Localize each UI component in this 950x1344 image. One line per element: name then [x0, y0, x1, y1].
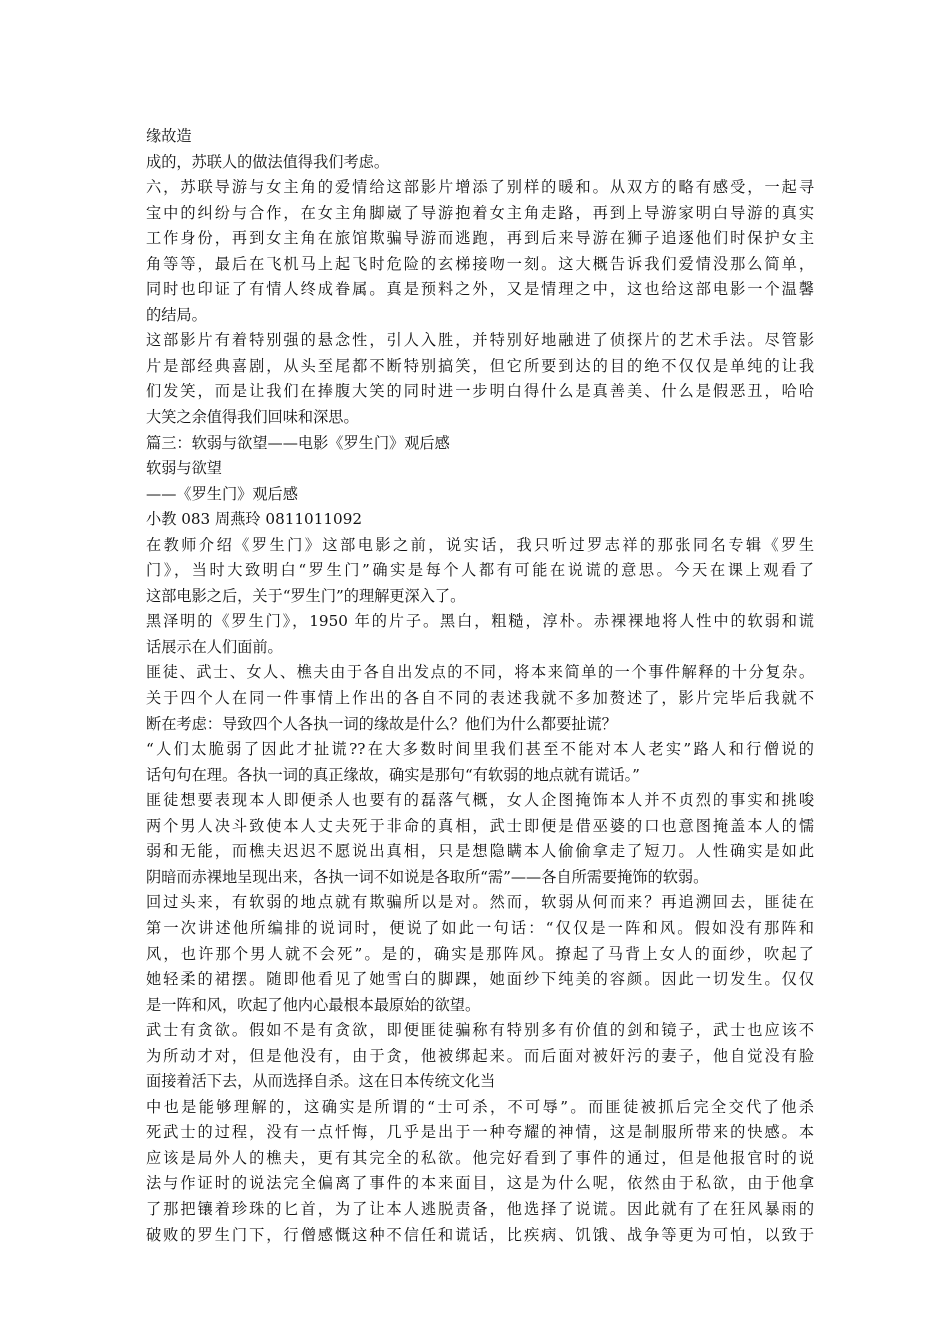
text-line: 话句句在理。各执一词的真正缘故，确实是那句“有软弱的地点就有谎话。”	[146, 765, 640, 784]
text-line: 的结局。	[146, 305, 207, 324]
text-line: 断在考虑：导致四个人各执一词的缘故是什么？他们为什么都要扯谎？	[146, 714, 617, 733]
text-line: 宝中的纠纷与合作，在女主角脚崴了导游抱着女主角走路，再到上导游家明白导游的真实	[146, 203, 814, 222]
text-line: 死武士的过程，没有一点忏悔，几乎是出于一种夸耀的神情，这是制服所带来的快感。本	[146, 1123, 814, 1142]
text-line: 弱和无能，而樵夫迟迟不愿说出真相，只是想隐瞒本人偷偷拿走了短刀。人性确实是如此	[146, 842, 814, 861]
text-line: 了那把镶着珍珠的匕首，为了让本人逃脱责备，他选择了说谎。因此就有了在狂风暴雨的	[146, 1199, 814, 1218]
text-line: 成的，苏联人的做法值得我们考虑。	[146, 152, 389, 171]
text-line: 黑泽明的《罗生门》，1950 年的片子。黑白，粗糙，淳朴。赤裸裸地将人性中的软弱和谎	[146, 612, 814, 631]
text-line: 小教 083 周燕玲 0811011092	[146, 510, 363, 529]
text-line: 为所动才对，但是他没有，由于贪，他被绑起来。而后面对被奸污的妻子，他自觉没有脸	[146, 1046, 814, 1065]
document-page	[146, 124, 814, 1248]
text-line: 这部影片有着特别强的悬念性，引人入胜，并特别好地融进了侦探片的艺术手法。尽管影	[146, 331, 814, 350]
text-line: 是一阵和风，吹起了他内心最根本最原始的欲望。	[146, 995, 481, 1014]
text-line: 破败的罗生门下，行僧感慨这种不信任和谎话，比疾病、饥饿、战争等更为可怕，以致于	[146, 1225, 814, 1244]
text-line: 篇三：软弱与欲望——电影《罗生门》观后感	[146, 433, 450, 452]
text-line: 同时也印证了有情人终成眷属。真是预料之外，又是情理之中，这也给这部电影一个温馨	[146, 280, 814, 299]
text-line: 回过头来，有软弱的地点就有欺骗所以是对。然而，软弱从何而来？再追溯回去，匪徒在	[146, 893, 814, 912]
text-line: 们发笑，而是让我们在捧腹大笑的同时进一步明白得什么是真善美、什么是假恶丑，哈哈	[146, 382, 814, 401]
text-line: ——《罗生门》观后感	[146, 484, 298, 503]
text-line: 这部电影之后，关于“罗生门”的理解更深入了。	[146, 586, 466, 605]
text-line: 匪徒、武士、女人、樵夫由于各自出发点的不同，将本来简单的一个事件解释的十分复杂。	[146, 663, 814, 682]
text-line: 缘故造	[146, 127, 192, 145]
text-line: 匪徒想要表现本人即便杀人也要有的磊落气概，女人企图掩饰本人并不贞烈的事实和挑唆	[146, 791, 814, 810]
text-line: 应该是局外人的樵夫，更有其完全的私欲。他完好看到了事件的通过，但是他报官时的说	[146, 1148, 814, 1167]
text-line: 关于四个人在同一件事情上作出的各自不同的表述我就不多加赘述了，影片完毕后我就不	[146, 689, 814, 708]
text-line: “人们太脆弱了因此才扯谎??在大多数时间里我们甚至不能对本人老实”路人和行僧说的	[146, 740, 814, 759]
text-line: 两个男人决斗致使本人丈夫死于非命的真相，武士即便是借巫婆的口也意图掩盖本人的懦	[146, 816, 814, 835]
text-line: 面接着活下去，从而选择自杀。这在日本传统文化当	[146, 1072, 496, 1091]
text-line: 在教师介绍《罗生门》这部电影之前，说实话，我只听过罗志祥的那张同名专辑《罗生	[146, 535, 814, 554]
text-line: 软弱与欲望	[146, 459, 222, 478]
text-line: 工作身份，再到女主角在旅馆欺骗导游而逃跑，再到后来导游在狮子追逐他们时保护女主	[146, 229, 814, 248]
text-line: 角等等，最后在飞机马上起飞时危险的玄梯接吻一刻。这大概告诉我们爱情没那么简单，	[146, 254, 814, 273]
text-line: 片是部经典喜剧，从头至尾都不断特别搞笑，但它所要到达的目的绝不仅仅是单纯的让我	[146, 356, 814, 375]
text-line: 风，也许那个男人就不会死”。是的，确实是那阵风。撩起了马背上女人的面纱，吹起了	[146, 944, 814, 963]
text-line: 门》，当时大致明白“罗生门”确实是每个人都有可能在说谎的意思。今天在课上观看了	[146, 561, 814, 580]
text-line: 第一次讲述他所编排的说词时，便说了如此一句话：“仅仅是一阵和风。假如没有那阵和	[146, 918, 814, 937]
text-line: 阴暗而赤裸地呈现出来，各执一词不如说是各取所“需”——各自所需要掩饰的软弱。	[146, 867, 709, 886]
text-line: 话展示在人们面前。	[146, 637, 283, 656]
text-line: 法与作证时的说法完全偏离了事件的本来面目，这是为什么呢，依然由于私欲，由于他拿	[146, 1174, 814, 1193]
text-line: 中也是能够理解的，这确实是所谓的“士可杀，不可辱”。而匪徒被抓后完全交代了他杀	[146, 1097, 814, 1116]
text-line: 大笑之余值得我们回味和深思。	[146, 408, 359, 427]
text-line: 武士有贪欲。假如不是有贪欲，即便匪徒骗称有特别多有价值的剑和镜子，武士也应该不	[146, 1021, 814, 1040]
text-line: 六，苏联导游与女主角的爱情给这部影片增添了别样的暖和。从双方的略有感受，一起寻	[146, 178, 814, 197]
text-line: 她轻柔的裙摆。随即他看见了她雪白的脚踝，她面纱下纯美的容颜。因此一切发生。仅仅	[146, 970, 814, 989]
